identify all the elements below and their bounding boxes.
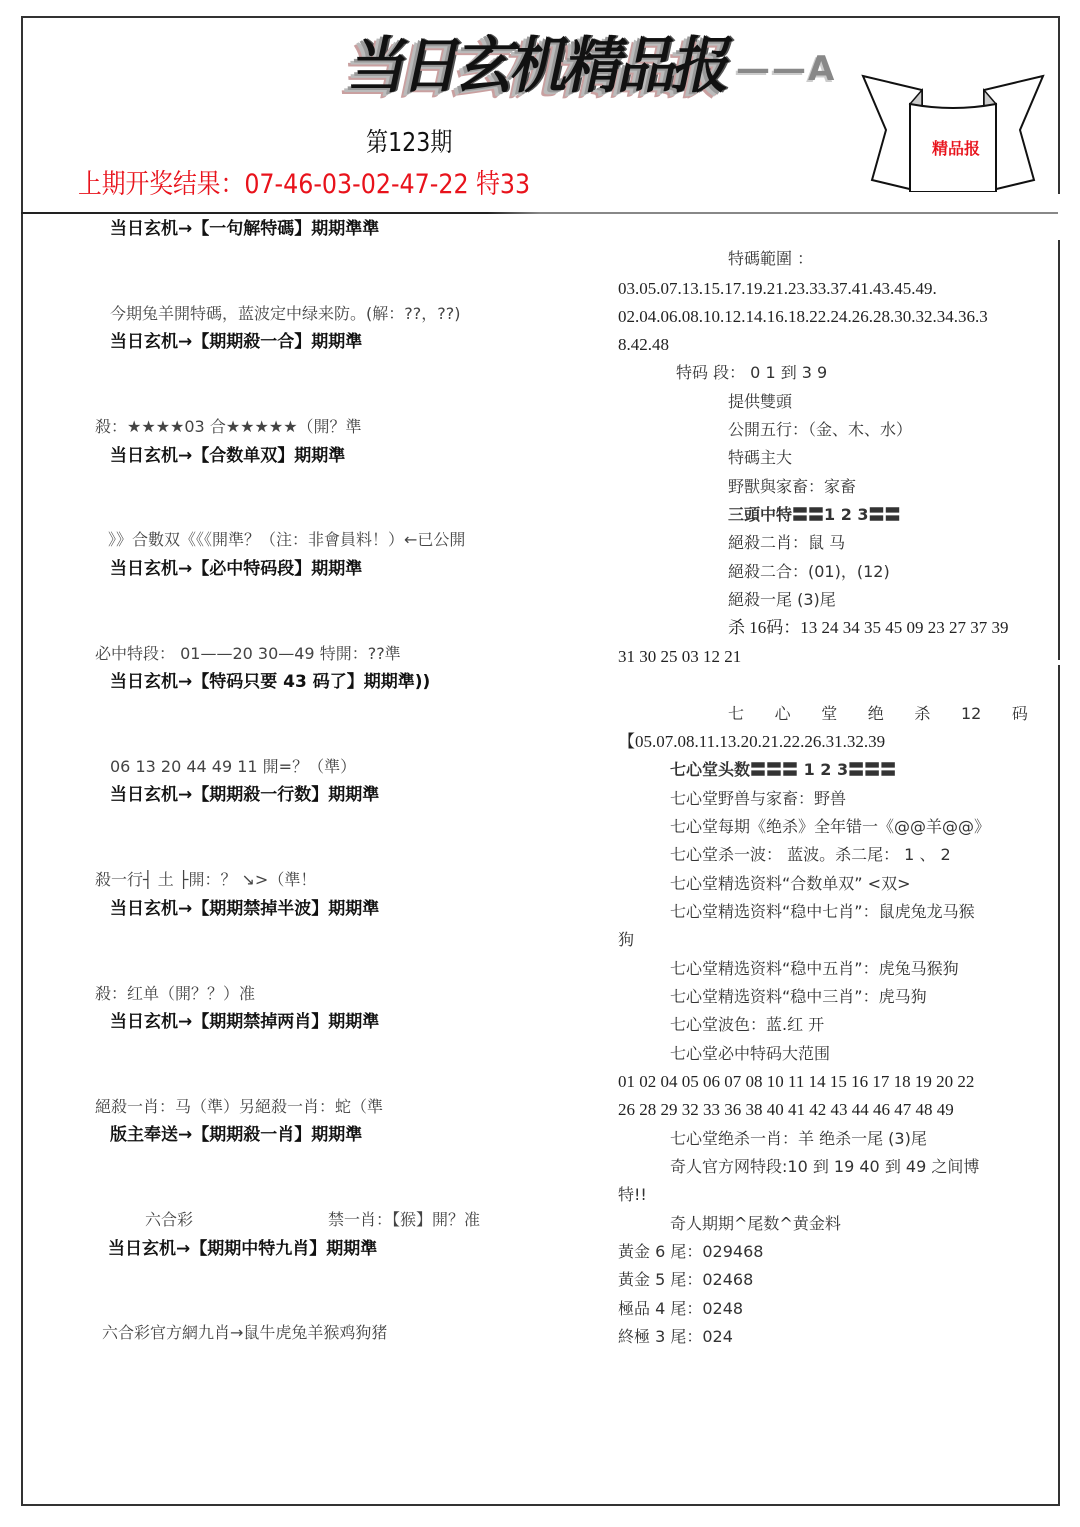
kill-zodiac-tail: 七心堂绝杀一肖：羊 绝杀一尾 (3)尾 bbox=[670, 1129, 927, 1148]
section-heading: 当日玄机→【期期禁掉两肖】期期準 bbox=[110, 1012, 380, 1032]
issue-number: 第123期 bbox=[366, 128, 453, 158]
sum-odd-even: 七心堂精选资料“合数单双” <双> bbox=[670, 874, 911, 893]
three-zodiac: 七心堂精选资料“稳中三肖”：虎马狗 bbox=[670, 987, 927, 1006]
seven-zodiac: 七心堂精选资料“稳中七肖”：鼠虎兔龙马猴 bbox=[670, 902, 975, 921]
range-title: 特碼範圍 ： bbox=[728, 249, 814, 268]
title-char: 心 bbox=[774, 704, 791, 723]
section-text: 殺：红单（開？？）准 bbox=[95, 984, 256, 1003]
wild-domestic: 野獸與家畜：家畜 bbox=[728, 477, 857, 496]
title-char: 七 bbox=[728, 704, 745, 723]
kill-12-numbers: 【05.07.08.11.13.20.21.22.26.31.32.39 bbox=[618, 732, 886, 751]
section-heading: 当日玄机→【期期中特九肖】期期準 bbox=[108, 1239, 378, 1259]
banner-title bbox=[343, 20, 862, 101]
section-text: 六合彩官方網九肖→鼠牛虎兔羊猴鸡狗猪 bbox=[102, 1323, 388, 1342]
wave-color: 七心堂波色：蓝.红 开 bbox=[670, 1015, 825, 1034]
section-text: 》》合數双《《《開準？（注：非會員料！）←已公開 bbox=[108, 530, 466, 549]
section-heading: 当日玄机→【合数单双】期期準 bbox=[110, 446, 346, 466]
section-text: 殺一行┤ 土 ├開：？ ↘>（準！ bbox=[95, 870, 317, 889]
gold-5-tail: 黃金 5 尾：02468 bbox=[618, 1270, 754, 1289]
kill-16-codes-cont: 31 30 25 03 12 21 bbox=[618, 647, 742, 666]
final-3-tail: 終極 3 尾：024 bbox=[618, 1327, 733, 1346]
qixintang-title bbox=[728, 700, 1028, 728]
title-char: 码 bbox=[1011, 704, 1028, 723]
title-char: 堂 bbox=[821, 704, 838, 723]
right-column-border bbox=[1058, 240, 1060, 660]
ribbon-badge-icon bbox=[858, 68, 1048, 192]
annual-kill: 七心堂每期《绝杀》全年错一《@@羊@@》 bbox=[670, 817, 991, 836]
title-char: 杀 bbox=[914, 704, 931, 723]
section-text: 今期兔羊開特碼，蓝波定中绿来防。(解：??，??) bbox=[110, 304, 461, 323]
tail-title: 奇人期期^尾数^黄金料 bbox=[670, 1214, 841, 1233]
section-heading: 当日玄机→【特码只要 43 码了】期期準)) bbox=[110, 672, 431, 692]
three-heads: 三頭中特〓〓1 2 3〓〓 bbox=[728, 505, 901, 524]
section-heading: 当日玄机→【期期殺一行数】期期準 bbox=[110, 785, 380, 805]
kill-wave: 七心堂杀一波： 蓝波。杀二尾： 1 、 2 bbox=[670, 845, 951, 864]
head-numbers: 七心堂头数〓〓〓 1 2 3〓〓〓 bbox=[670, 760, 897, 779]
five-elements: 公開五行：（金、木、水） bbox=[728, 420, 913, 439]
range-line: 03.05.07.13.15.17.19.21.23.33.37.41.43.45.49. bbox=[618, 279, 937, 298]
double-head: 提供雙頭 bbox=[728, 392, 793, 411]
frame-right-edge bbox=[1058, 16, 1060, 194]
title-char: 绝 bbox=[867, 704, 884, 723]
kill-two-zodiac: 絕殺二肖：鼠 马 bbox=[728, 533, 846, 552]
banner-suffix: ——A bbox=[736, 49, 837, 89]
main-size: 特碼主大 bbox=[728, 448, 793, 467]
section-text: 六合彩 bbox=[145, 1210, 194, 1229]
section-text: 必中特段： 01——20 30—49 特開：??準 bbox=[95, 644, 401, 663]
qiren-segment-cont: 特!! bbox=[618, 1185, 647, 1204]
section-text: 禁一肖：【猴】開？准 bbox=[328, 1210, 481, 1229]
gold-6-tail: 黃金 6 尾：029468 bbox=[618, 1242, 764, 1261]
big-range-line: 01 02 04 05 06 07 08 10 11 14 15 16 17 18 19 20 22 bbox=[618, 1072, 975, 1091]
best-4-tail: 極品 4 尾：0248 bbox=[618, 1299, 744, 1318]
section-heading: 当日玄机→【期期殺一合】期期準 bbox=[110, 332, 363, 352]
kill-one-tail: 絕殺一尾 (3)尾 bbox=[728, 590, 836, 609]
seven-zodiac-cont: 狗 bbox=[618, 930, 635, 949]
section-text: 06 13 20 44 49 11 開=？（準） bbox=[110, 757, 357, 776]
kill-16-codes: 杀 16码：13 24 34 35 45 09 23 27 37 39 bbox=[728, 618, 1009, 637]
big-range-line: 26 28 29 32 33 36 38 40 41 42 43 44 46 47 48 49 bbox=[618, 1100, 954, 1119]
section-heading: 当日玄机→【一句解特碼】期期準準 bbox=[110, 219, 380, 239]
title-char: 12 bbox=[960, 704, 982, 723]
right-column-border-lower bbox=[1058, 665, 1060, 1506]
range-line: 8.42.48 bbox=[618, 335, 669, 354]
five-zodiac: 七心堂精选资料“稳中五肖”：虎兔马猴狗 bbox=[670, 959, 959, 978]
qiren-segment: 奇人官方网特段:10 到 19 40 到 49 之间博 bbox=[670, 1157, 980, 1176]
banner-title-text: 当日玄机精品报 bbox=[343, 29, 737, 101]
section-text: 殺：★★★★03 合★★★★★（開？準 bbox=[95, 417, 362, 436]
badge-label: 精品报 bbox=[932, 139, 981, 158]
wild-domestic-2: 七心堂野兽与家畜：野兽 bbox=[670, 789, 847, 808]
section-heading: 版主奉送→【期期殺一肖】期期準 bbox=[110, 1125, 363, 1145]
big-range-title: 七心堂必中特码大范围 bbox=[670, 1044, 831, 1063]
kill-two-sum: 絕殺二合：(01)，(12) bbox=[728, 562, 890, 581]
section-heading: 当日玄机→【必中特码段】期期準 bbox=[110, 559, 363, 579]
segment: 特码 段： 0 1 到 3 9 bbox=[676, 363, 828, 382]
last-draw-result: 上期开奖结果：07-46-03-02-47-22 特33 bbox=[78, 169, 531, 200]
section-text: 絕殺一肖：马（準）另絕殺一肖：蛇（準 bbox=[95, 1097, 384, 1116]
section-heading: 当日玄机→【期期禁掉半波】期期準 bbox=[110, 899, 380, 919]
header-divider bbox=[21, 212, 1058, 214]
range-line: 02.04.06.08.10.12.14.16.18.22.24.26.28.30.32.34.36.3 bbox=[618, 307, 988, 326]
